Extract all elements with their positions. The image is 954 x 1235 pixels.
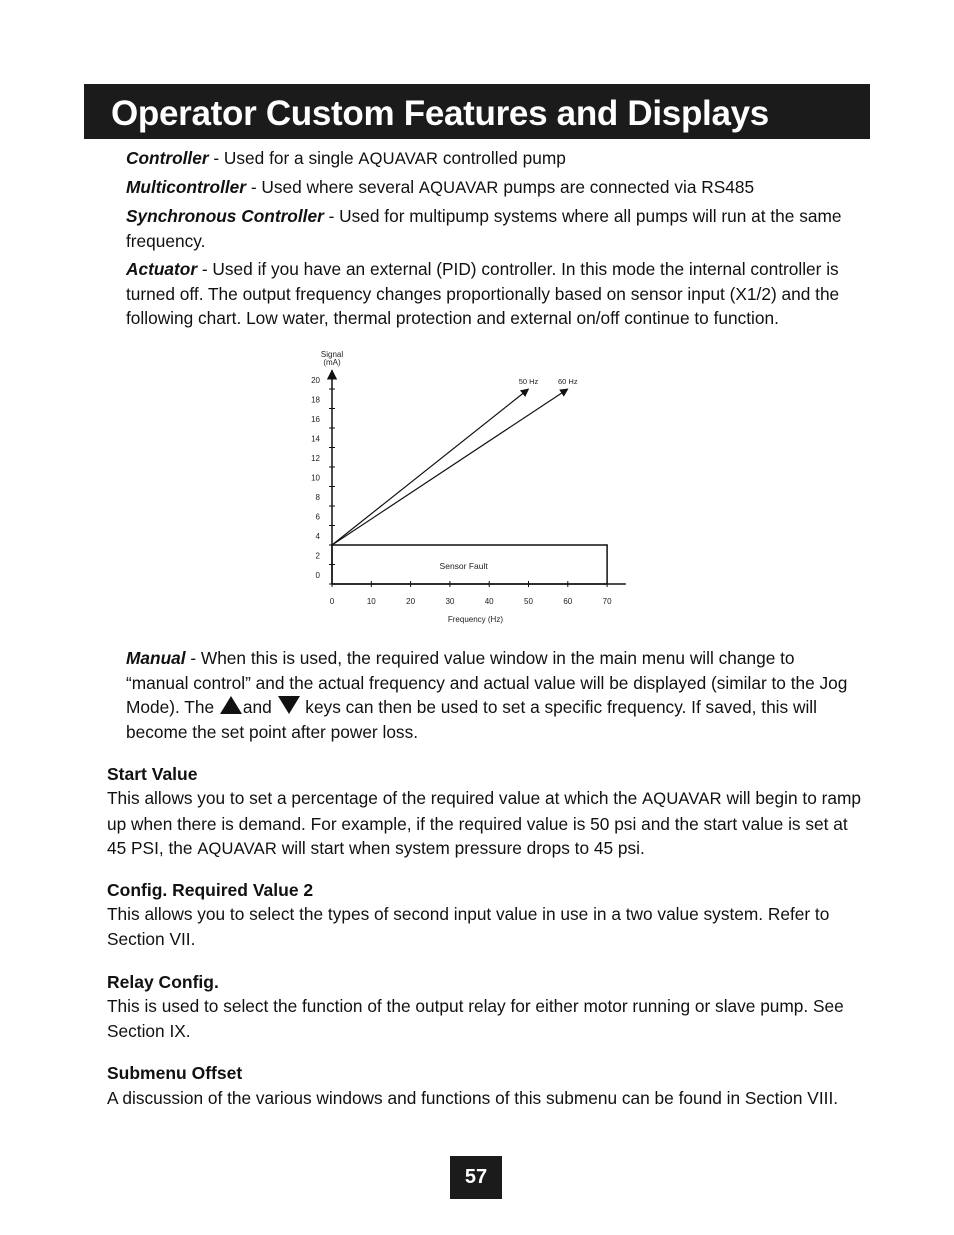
y-tick-label: 0 (315, 571, 320, 580)
series-label: 60 Hz (558, 377, 578, 386)
y-tick-label: 6 (315, 512, 320, 522)
y-tick-label: 2 (315, 551, 320, 561)
y-tick-label: 12 (311, 454, 320, 463)
section-text: This allows you to set a percentage of the required value at which the (107, 788, 643, 808)
mode-manual (126, 646, 856, 744)
mode-synchronous (126, 204, 856, 253)
section-text-start-value (107, 786, 867, 862)
mode-text: - Used where several (246, 177, 419, 197)
header-banner (84, 84, 870, 139)
series-lines (332, 389, 568, 545)
y-tick-label: 8 (315, 493, 320, 502)
mode-term: Synchronous Controller (126, 206, 324, 226)
y-tick-label: 10 (311, 473, 320, 483)
x-tick-label: 10 (366, 597, 376, 606)
section-text: will start when system pressure drops to 45 psi. (276, 838, 645, 858)
brand-name: AQUAVAR (358, 150, 439, 168)
section-text-config-required: This allows you to select the types of second input value in use in a two value system. Refer to Section VII. (107, 904, 830, 949)
section-text: will begin to ramp up when there is demand. For example, if the required value is 50 psi and the start value is set at 45 PSI, the (107, 788, 861, 858)
down-arrow-icon (278, 696, 300, 714)
y-tick-label: 16 (311, 415, 320, 424)
page-number: 57 (450, 1156, 502, 1199)
page-title: Operator Custom Features and Displays (111, 94, 769, 133)
series-label: 50 Hz (518, 377, 539, 386)
x-tick-label: 0 (329, 597, 335, 606)
sensor-fault-label: Sensor Fault (439, 561, 488, 571)
brand-name: AQUAVAR (642, 790, 722, 808)
section-heading-config-required: Config. Required Value 2 (107, 880, 314, 900)
y-axis-unit: (mA) (323, 358, 341, 367)
section-heading-relay-config: Relay Config. (107, 972, 219, 992)
series-line (332, 389, 568, 545)
series-line (332, 389, 529, 545)
x-tick-label: 70 (602, 597, 612, 606)
mode-text: pumps are connected via RS485 (498, 177, 755, 197)
mode-multicontroller (126, 175, 856, 201)
y-tick-label: 18 (311, 395, 320, 405)
x-tick-label: 20 (406, 597, 416, 606)
mode-text: keys can then be used to set a specific frequency. If saved, this will become the set point after power loss. (126, 697, 817, 742)
mode-text: - Used for multipump systems where all pumps will run at the same frequency. (126, 206, 842, 251)
mode-term: Actuator (126, 259, 198, 279)
mode-text: - When this is used, the required value window in the main menu will change to “manual control” and the actual frequency and actual value will be displayed (similar to the Jog Mode). The (126, 648, 848, 717)
actuator-chart (300, 345, 630, 630)
up-arrow-icon (220, 696, 242, 714)
y-tick-label: 20 (311, 376, 320, 385)
series-labels (519, 377, 578, 386)
x-tick-label: 40 (484, 597, 494, 606)
brand-name: AQUAVAR (418, 179, 499, 197)
brand-name: AQUAVAR (197, 840, 277, 858)
mode-controller (126, 146, 856, 172)
y-tick-label: 4 (315, 532, 320, 541)
mode-term: Controller (126, 148, 209, 168)
y-tick-label: 14 (311, 434, 320, 444)
section-heading-start-value: Start Value (107, 764, 198, 784)
mode-term: Manual (126, 648, 186, 668)
mode-text: and (242, 697, 277, 717)
x-axis-label: Frequency (Hz) (447, 615, 504, 624)
section-heading-submenu-offset: Submenu Offset (107, 1063, 243, 1083)
mode-text: controlled pump (438, 148, 566, 168)
x-tick-label: 30 (445, 597, 455, 606)
section-text-submenu-offset: A discussion of the various windows and functions of this submenu can be found in Section VIII. (107, 1088, 839, 1108)
x-tick-label: 50 (524, 597, 533, 606)
x-tick-label: 60 (563, 597, 573, 606)
section-text-relay-config: This is used to select the function of the output relay for either motor running or slave pump. See Section IX. (107, 996, 844, 1041)
mode-term: Multicontroller (126, 177, 247, 197)
mode-actuator (126, 257, 856, 331)
mode-text: - Used for a single (208, 148, 359, 168)
y-axis-label: Signal (320, 350, 344, 359)
mode-text: - Used if you have an external (PID) controller. In this mode the internal controller is turned off. The output frequency changes proportionally based on sensor input (X1/2) and the following chart. Low water, thermal protection and external on/off continue to function. (126, 259, 840, 328)
